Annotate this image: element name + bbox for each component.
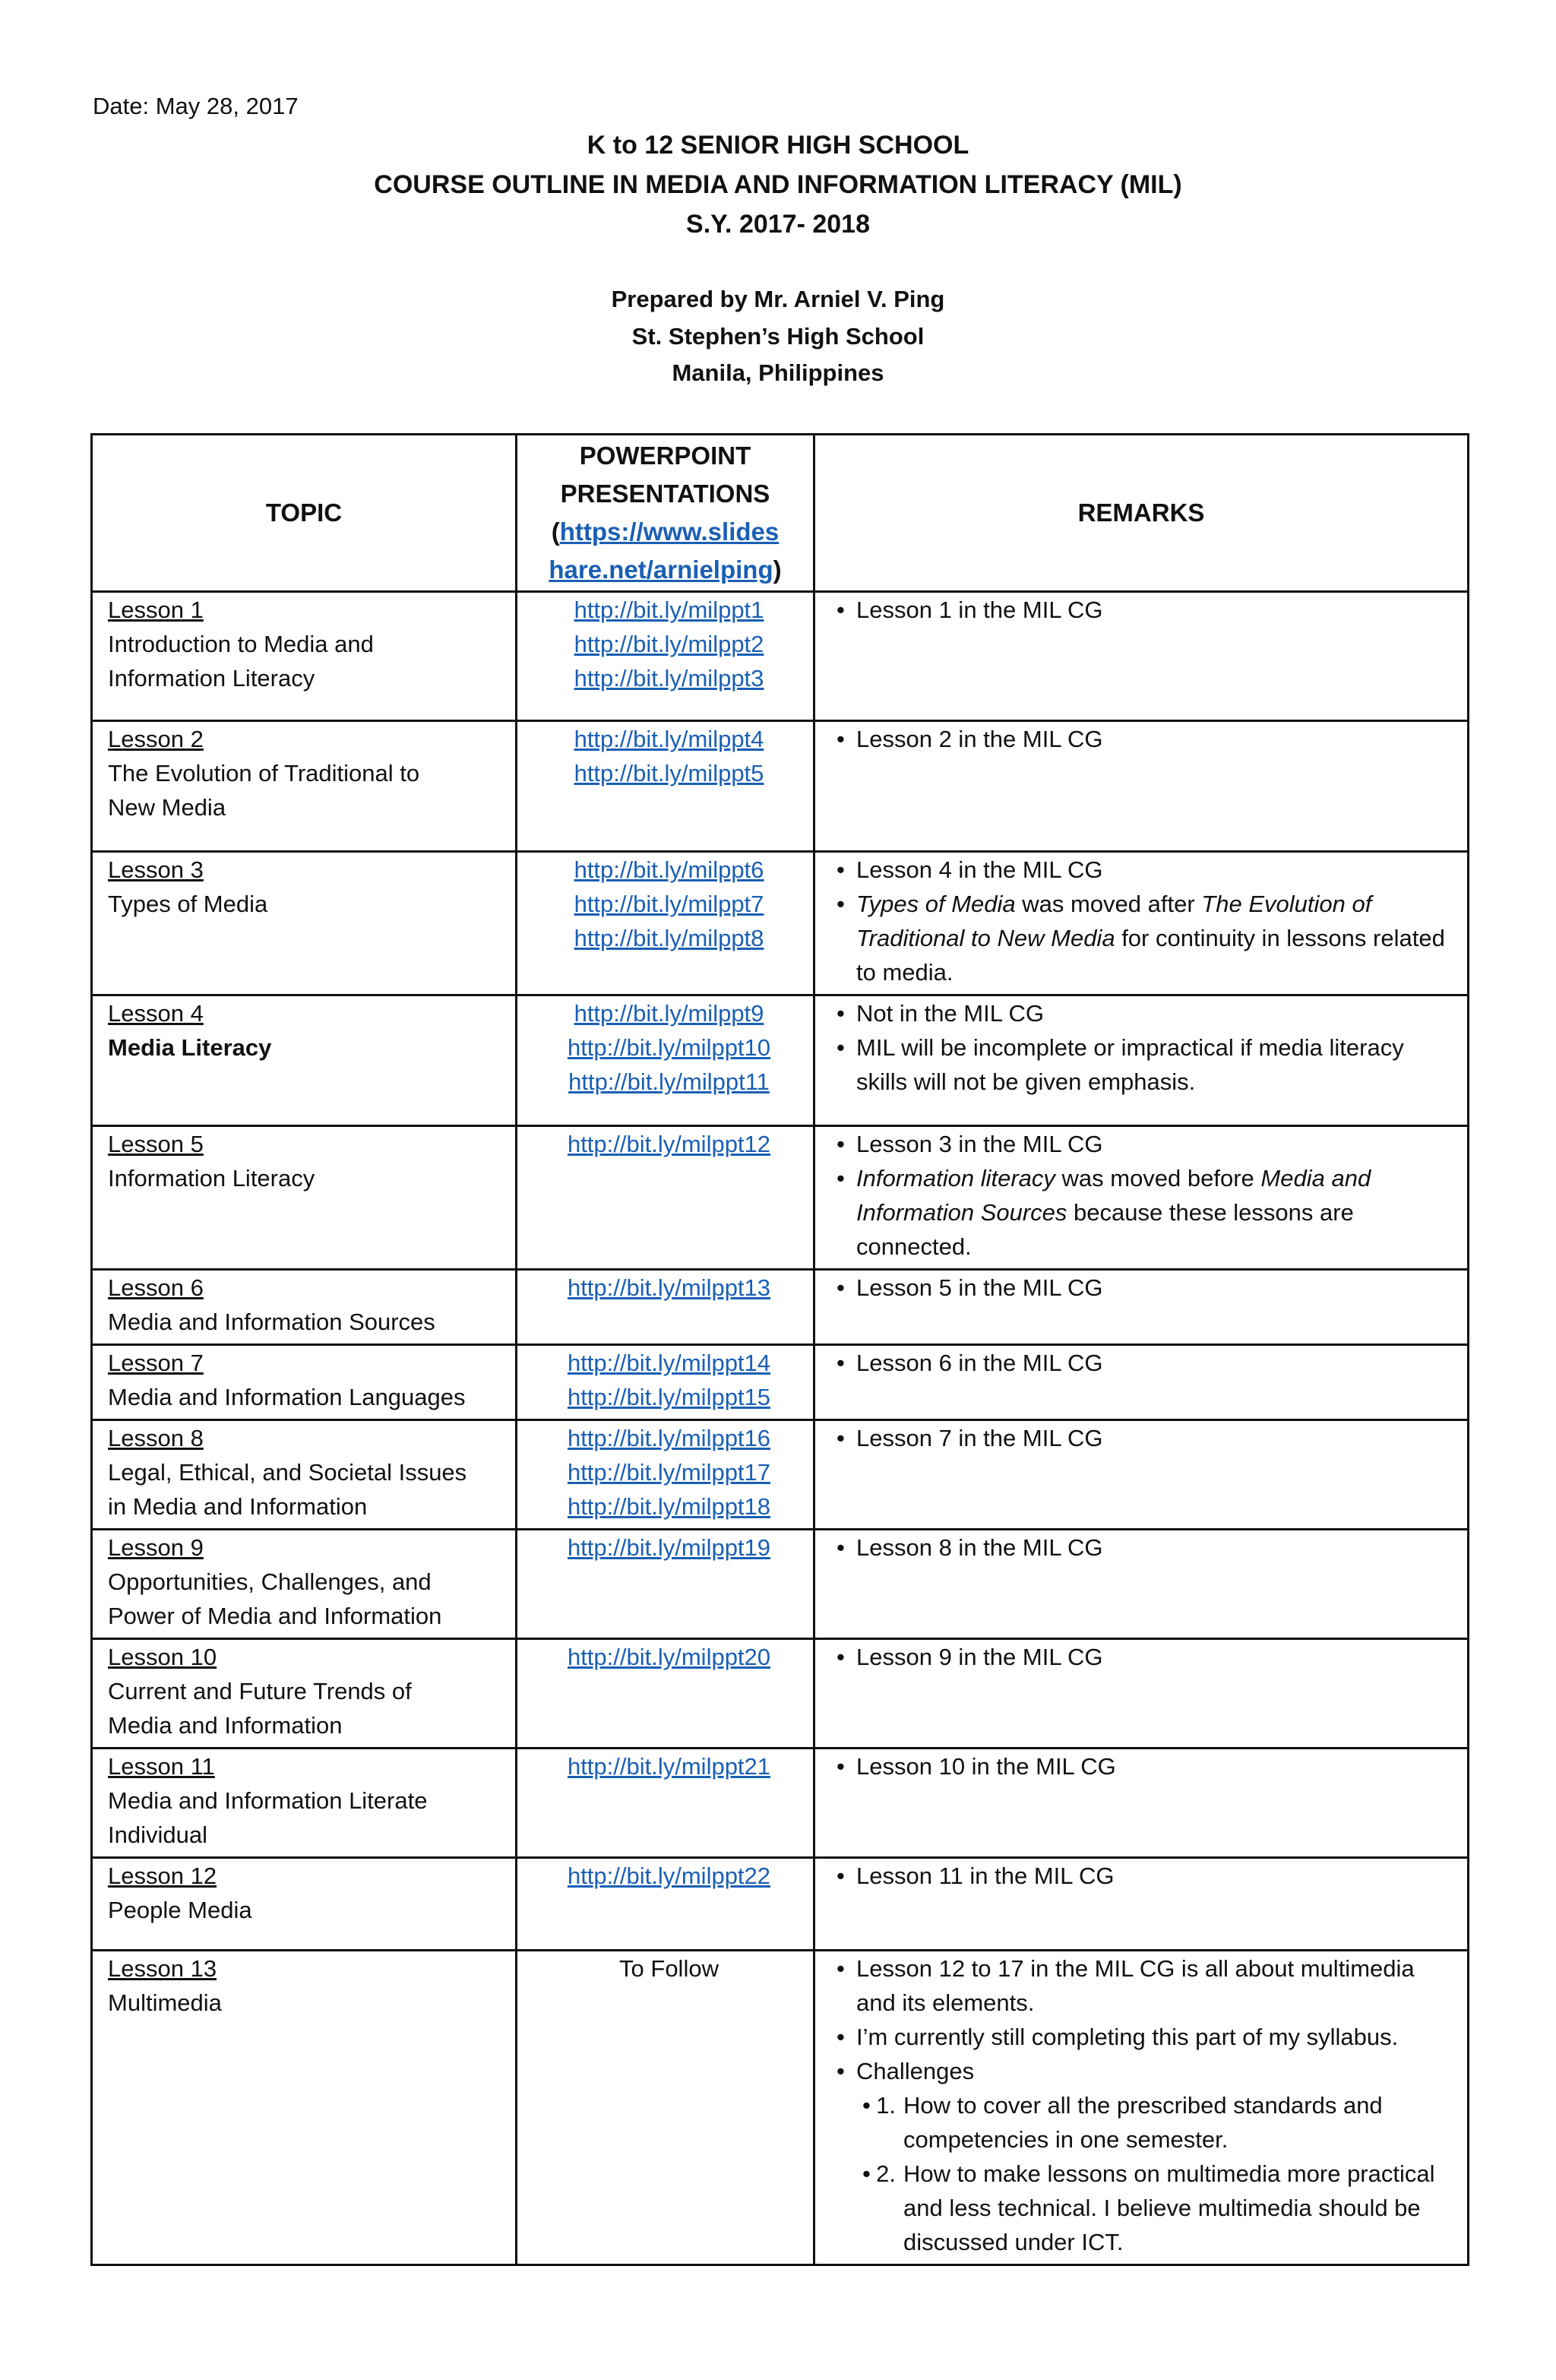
- powerpoint-link[interactable]: http://bit.ly/milppt13: [567, 1274, 771, 1301]
- topic-cell: [92, 1126, 517, 1270]
- remarks-cell: [814, 852, 1469, 995]
- remarks-list: [830, 1859, 1460, 1893]
- header-ppt-line-2: PRESENTATIONS: [560, 479, 770, 508]
- remark-italic: The Evolution of Traditional to New Media: [856, 891, 1372, 951]
- title-line-3: S.Y. 2017- 2018: [686, 210, 870, 239]
- remarks-cell: [814, 995, 1469, 1126]
- remarks-cell: [814, 1530, 1469, 1639]
- powerpoint-links-cell: [517, 1270, 814, 1345]
- lesson-number: Lesson 2: [108, 726, 204, 752]
- lesson-title-line: Power of Media and Information: [108, 1603, 442, 1629]
- title-line-2: COURSE OUTLINE IN MEDIA AND INFORMATION LITERACY (MIL): [374, 170, 1182, 199]
- remark-text: Lesson 12 to 17 in the MIL CG is all about multimedia and its elements.: [856, 1955, 1415, 2016]
- powerpoint-links-cell: [517, 1639, 814, 1749]
- remark-italic: Information literacy: [856, 1165, 1055, 1192]
- remark-text: Lesson 8 in the MIL CG: [856, 1534, 1103, 1561]
- topic-cell: [92, 1749, 517, 1858]
- remark-text: Lesson 10 in the MIL CG: [856, 1753, 1116, 1780]
- remark-item: [830, 1859, 1460, 1893]
- table-row: [92, 1420, 1469, 1530]
- powerpoint-link[interactable]: http://bit.ly/milppt6: [574, 856, 764, 883]
- remark-item: [830, 1640, 1460, 1674]
- topic-cell: [92, 1530, 517, 1639]
- header-ppt-line-1: POWERPOINT: [579, 442, 751, 470]
- remark-text: was moved after: [1015, 891, 1202, 917]
- remark-text: because these lessons are connected.: [856, 1199, 1354, 1260]
- remarks-cell: [814, 1126, 1469, 1270]
- table-row: [92, 592, 1469, 721]
- powerpoint-link[interactable]: http://bit.ly/milppt22: [567, 1863, 771, 1889]
- powerpoint-link[interactable]: http://bit.ly/milppt5: [574, 760, 764, 786]
- remark-item: [830, 1127, 1460, 1161]
- to-follow-cell: To Follow: [517, 1951, 814, 2265]
- remark-text: for continuity in lessons related to media.: [856, 925, 1445, 986]
- powerpoint-link[interactable]: http://bit.ly/milppt4: [574, 726, 764, 752]
- topic-cell: [92, 1270, 517, 1345]
- table-row: [92, 1858, 1469, 1951]
- lesson-number: Lesson 5: [108, 1131, 204, 1157]
- course-outline-table: [90, 433, 1469, 2266]
- lesson-number: Lesson 3: [108, 856, 204, 883]
- remark-text: I’m currently still completing this part of my syllabus.: [856, 2024, 1399, 2050]
- remark-text: Lesson 5 in the MIL CG: [856, 1274, 1103, 1301]
- remark-text: Lesson 3 in the MIL CG: [856, 1131, 1103, 1157]
- powerpoint-links-cell: [517, 852, 814, 995]
- remarks-list: [830, 1749, 1460, 1783]
- lesson-title-line: Types of Media: [108, 891, 268, 917]
- remarks-cell: [814, 1270, 1469, 1345]
- remark-item: [830, 1951, 1460, 2020]
- powerpoint-link[interactable]: http://bit.ly/milppt3: [574, 665, 764, 692]
- remarks-list: [830, 1640, 1460, 1674]
- remark-text: Lesson 11 in the MIL CG: [856, 1863, 1115, 1889]
- remark-item: [830, 1271, 1460, 1305]
- lesson-title-line: Legal, Ethical, and Societal Issues: [108, 1459, 467, 1486]
- remark-item: [830, 996, 1460, 1030]
- header-ppt-open: (: [551, 517, 560, 546]
- lesson-title-line: Media and Information: [108, 1712, 343, 1739]
- powerpoint-link[interactable]: http://bit.ly/milppt14: [567, 1350, 771, 1376]
- table-row: [92, 1639, 1469, 1749]
- powerpoint-link[interactable]: http://bit.ly/milppt10: [567, 1034, 771, 1061]
- remark-text: Lesson 6 in the MIL CG: [856, 1350, 1103, 1376]
- title-line-1: K to 12 SENIOR HIGH SCHOOL: [587, 131, 969, 160]
- powerpoint-link[interactable]: http://bit.ly/milppt9: [574, 1000, 764, 1027]
- powerpoint-link[interactable]: http://bit.ly/milppt2: [574, 631, 764, 657]
- lesson-title-line: People Media: [108, 1897, 252, 1923]
- table-row: [92, 1530, 1469, 1639]
- remarks-list: [830, 1421, 1460, 1455]
- remark-item: [830, 1030, 1460, 1099]
- lesson-title-line: Introduction to Media and: [108, 631, 374, 657]
- remark-text: Lesson 7 in the MIL CG: [856, 1425, 1103, 1451]
- slideshare-link-part-1: https://www.slides: [559, 517, 780, 546]
- lesson-number: Lesson 9: [108, 1534, 204, 1561]
- powerpoint-link[interactable]: http://bit.ly/milppt18: [567, 1493, 771, 1520]
- remark-item: [830, 722, 1460, 756]
- remark-italic: Types of Media: [856, 891, 1016, 917]
- challenge-number: • 2.: [876, 2160, 896, 2187]
- topic-cell: [92, 592, 517, 721]
- remark-text: Not in the MIL CG: [856, 1000, 1044, 1027]
- remark-item: [830, 2054, 1460, 2088]
- remark-item: [830, 1346, 1460, 1380]
- remarks-list: [830, 1127, 1460, 1264]
- header-ppt-close: ): [773, 555, 782, 584]
- remarks-list: [830, 853, 1460, 989]
- topic-cell: [92, 1420, 517, 1530]
- powerpoint-link[interactable]: http://bit.ly/milppt7: [574, 891, 764, 917]
- powerpoint-links-cell: [517, 1530, 814, 1639]
- powerpoint-link[interactable]: http://bit.ly/milppt21: [567, 1753, 771, 1780]
- powerpoint-links-cell: [517, 1126, 814, 1270]
- remarks-cell: [814, 1749, 1469, 1858]
- remark-text: Challenges: [856, 2058, 975, 2084]
- lesson-number: Lesson 6: [108, 1274, 204, 1301]
- powerpoint-links-cell: [517, 995, 814, 1126]
- table-row: [92, 852, 1469, 995]
- header-powerpoint: [517, 435, 814, 592]
- lesson-title-line: New Media: [108, 794, 226, 821]
- remark-item: [830, 1749, 1460, 1783]
- table-row: [92, 1270, 1469, 1345]
- lesson-title-line: Media and Information Languages: [108, 1384, 466, 1410]
- lesson-title-line: Current and Future Trends of: [108, 1678, 412, 1704]
- header-topic: TOPIC: [92, 435, 517, 592]
- table-row: [92, 721, 1469, 852]
- powerpoint-link[interactable]: http://bit.ly/milppt8: [574, 925, 764, 951]
- slideshare-link-part-2: hare.net/arnielping: [549, 555, 773, 584]
- document-date: Date: May 28, 2017: [93, 93, 299, 119]
- prepared-by: Prepared by Mr. Arniel V. Ping: [611, 286, 945, 312]
- powerpoint-link[interactable]: http://bit.ly/milppt19: [567, 1534, 771, 1561]
- lesson-title-line: Multimedia: [108, 1989, 222, 2016]
- powerpoint-link[interactable]: http://bit.ly/milppt20: [567, 1644, 771, 1670]
- lesson-title-line: Information Literacy: [108, 1165, 315, 1192]
- remark-item: [830, 1161, 1460, 1264]
- remark-italic: Media and Information Sources: [856, 1165, 1371, 1226]
- remarks-cell: [814, 1345, 1469, 1420]
- lesson-title-line: The Evolution of Traditional to: [108, 760, 420, 786]
- powerpoint-links-cell: [517, 1345, 814, 1420]
- topic-cell: [92, 721, 517, 852]
- remarks-cell: [814, 1951, 1469, 2265]
- lesson-number: Lesson 10: [108, 1644, 217, 1670]
- remarks-cell: [814, 1420, 1469, 1530]
- remark-item: [830, 1421, 1460, 1455]
- powerpoint-links-cell: [517, 1420, 814, 1530]
- lesson-title-line: Individual: [108, 1821, 207, 1848]
- remark-text: Lesson 9 in the MIL CG: [856, 1644, 1103, 1670]
- remark-text: MIL will be incomplete or impractical if media literacy skills will not be given emphasis.: [856, 1034, 1404, 1095]
- lesson-number: Lesson 11: [108, 1753, 215, 1780]
- remarks-list: [830, 593, 1460, 627]
- lesson-number: Lesson 4: [108, 1000, 204, 1027]
- lesson-number: Lesson 8: [108, 1425, 204, 1451]
- powerpoint-link[interactable]: http://bit.ly/milppt16: [567, 1425, 771, 1451]
- powerpoint-links-cell: [517, 721, 814, 852]
- remark-text: Lesson 1 in the MIL CG: [856, 597, 1103, 623]
- remarks-list: [830, 1271, 1460, 1305]
- powerpoint-links-cell: [517, 1749, 814, 1858]
- remarks-list: [830, 1346, 1460, 1380]
- powerpoint-link[interactable]: http://bit.ly/milppt17: [567, 1459, 771, 1486]
- remarks-list: [830, 1530, 1460, 1565]
- school-name: St. Stephen’s High School: [631, 323, 925, 350]
- challenge-item: [856, 2157, 1460, 2259]
- powerpoint-links-cell: [517, 1858, 814, 1951]
- remarks-list: [830, 722, 1460, 756]
- remark-text: Lesson 4 in the MIL CG: [856, 856, 1103, 883]
- topic-cell: [92, 852, 517, 995]
- powerpoint-link[interactable]: http://bit.ly/milppt11: [568, 1068, 770, 1095]
- topic-cell: [92, 1951, 517, 2265]
- table-header-row: [92, 435, 1469, 592]
- lesson-title: Media Literacy: [108, 1034, 272, 1061]
- powerpoint-links-cell: [517, 592, 814, 721]
- remark-text: was moved before: [1055, 1165, 1261, 1192]
- header-remarks: REMARKS: [814, 435, 1469, 592]
- remarks-cell: [814, 1639, 1469, 1749]
- lesson-number: Lesson 7: [108, 1350, 204, 1376]
- challenges-wrapper: [830, 2088, 1460, 2259]
- lesson-title-line: Information Literacy: [108, 665, 315, 692]
- topic-cell: [92, 1639, 517, 1749]
- challenge-number: • 1.: [876, 2092, 896, 2119]
- table-row: [92, 1126, 1469, 1270]
- remark-item: [830, 593, 1460, 627]
- remarks-list: [830, 996, 1460, 1099]
- remark-item: [830, 887, 1460, 989]
- table-row: [92, 995, 1469, 1126]
- remarks-cell: [814, 721, 1469, 852]
- remark-item: [830, 2020, 1460, 2054]
- powerpoint-link[interactable]: http://bit.ly/milppt12: [567, 1131, 771, 1157]
- topic-cell: [92, 995, 517, 1126]
- remark-text: Lesson 2 in the MIL CG: [856, 726, 1103, 752]
- lesson-number: Lesson 1: [108, 597, 204, 623]
- powerpoint-link[interactable]: http://bit.ly/milppt15: [567, 1384, 771, 1410]
- slideshare-link[interactable]: [549, 517, 779, 584]
- lesson-number: Lesson 13: [108, 1955, 217, 1982]
- remarks-cell: [814, 592, 1469, 721]
- topic-cell: [92, 1345, 517, 1420]
- remarks-list: [830, 1951, 1460, 2259]
- remarks-cell: [814, 1858, 1469, 1951]
- challenge-text: How to make lessons on multimedia more practical and less technical. I believe multimedia should be discussed under ICT.: [903, 2160, 1435, 2255]
- remark-item: [830, 853, 1460, 887]
- school-location: Manila, Philippines: [672, 359, 884, 386]
- lesson-number: Lesson 12: [108, 1863, 217, 1889]
- challenges-list: [856, 2088, 1460, 2259]
- remark-item: [830, 1530, 1460, 1565]
- table-row: [92, 1345, 1469, 1420]
- challenge-text: How to cover all the prescribed standards and competencies in one semester.: [903, 2092, 1383, 2153]
- lesson-title-line: Opportunities, Challenges, and: [108, 1568, 432, 1595]
- powerpoint-link[interactable]: http://bit.ly/milppt1: [574, 597, 764, 623]
- lesson-title-line: in Media and Information: [108, 1493, 368, 1520]
- topic-cell: [92, 1858, 517, 1951]
- table-row: [92, 1951, 1469, 2265]
- challenge-item: [856, 2088, 1460, 2157]
- lesson-title-line: Media and Information Sources: [108, 1309, 435, 1335]
- lesson-title-line: Media and Information Literate: [108, 1787, 428, 1814]
- table-row: [92, 1749, 1469, 1858]
